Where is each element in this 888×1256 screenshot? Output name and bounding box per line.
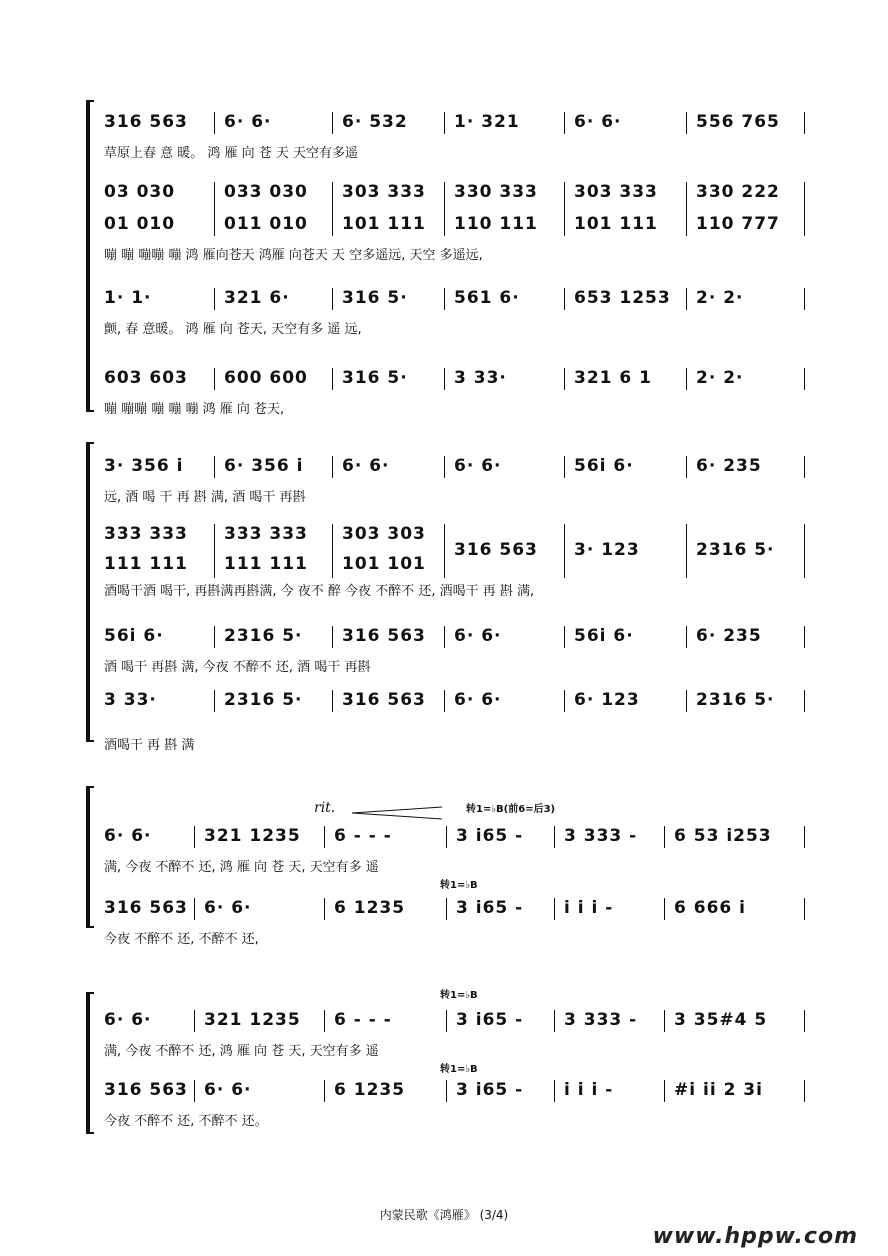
notes-line	[104, 690, 810, 712]
barline	[804, 182, 805, 236]
measure: 033 030	[224, 182, 308, 202]
measure: 6· 6·	[342, 456, 390, 476]
barline	[324, 898, 325, 920]
barline	[446, 898, 447, 920]
barline	[332, 690, 333, 712]
barline	[804, 826, 805, 848]
barline	[444, 112, 445, 134]
barline	[214, 288, 215, 310]
measure: 321 6 1	[574, 368, 652, 388]
barline	[664, 898, 665, 920]
lyric-line: 今夜 不醉不 还, 不醉不 还。	[104, 1114, 268, 1129]
barline	[564, 626, 565, 648]
barline	[444, 456, 445, 478]
measure: 6· 6·	[204, 898, 252, 918]
notes-line	[104, 182, 810, 204]
measure: 03 030	[104, 182, 176, 202]
barline	[446, 826, 447, 848]
measure: 6· 6·	[454, 626, 502, 646]
barline	[194, 1010, 195, 1032]
measure: 6· 6·	[204, 1080, 252, 1100]
measure: 3 333 -	[564, 1010, 638, 1030]
barline	[564, 288, 565, 310]
lyric-line: 今夜 不醉不 还, 不醉不 还,	[104, 932, 259, 947]
measure: 6· 235	[696, 626, 762, 646]
measure: 330 333	[454, 182, 538, 202]
measure: 603 603	[104, 368, 188, 388]
measure: 110 111	[454, 214, 538, 234]
lyric-line: 酒喝干 再 斟 满	[104, 738, 195, 753]
barline	[554, 826, 555, 848]
barline	[564, 368, 565, 390]
system-bracket	[86, 100, 94, 412]
measure: 6· 235	[696, 456, 762, 476]
measure: 3· 356 i	[104, 456, 184, 476]
notes-line	[104, 1010, 810, 1032]
measure: 330 222	[696, 182, 780, 202]
measure: 6· 6·	[224, 112, 272, 132]
notes-line	[104, 112, 810, 134]
lyric-line: 酒 喝干 再斟 满, 今夜 不醉不 还, 酒 喝干 再斟	[104, 660, 371, 675]
barline	[444, 288, 445, 310]
lyric-line: 远, 酒 喝 干 再 斟 满, 酒 喝干 再斟	[104, 490, 306, 505]
measure: 653 1253	[574, 288, 671, 308]
barline	[686, 112, 687, 134]
lyric-line: 草原上春 意 暖。 鸿 雁 向 苍 天 天空有多遥	[104, 146, 359, 161]
measure: 111 111	[224, 554, 308, 574]
lyric-line: 嘣 嘣嘣 嘣 嘣 嘣 鸿 雁 向 苍天,	[104, 402, 285, 417]
notes-line	[104, 288, 810, 310]
notes-line	[104, 826, 810, 848]
barline	[564, 112, 565, 134]
barline	[444, 368, 445, 390]
measure: 6 - - -	[334, 826, 392, 846]
measure: 561 6·	[454, 288, 520, 308]
measure: 01 010	[104, 214, 176, 234]
barline	[214, 112, 215, 134]
measure: 3 333 -	[564, 826, 638, 846]
barline	[804, 898, 805, 920]
measure: 321 1235	[204, 826, 301, 846]
measure: 2316 5·	[224, 626, 303, 646]
lyric-line: 满, 今夜 不醉不 还, 鸿 雁 向 苍 天, 天空有多 遥	[104, 860, 379, 875]
barline	[804, 1080, 805, 1102]
measure: 6 1235	[334, 1080, 406, 1100]
measure: 56i 6·	[104, 626, 164, 646]
barline	[686, 690, 687, 712]
barline	[804, 368, 805, 390]
barline	[194, 826, 195, 848]
measure: 6· 6·	[104, 1010, 152, 1030]
measure: 56i 6·	[574, 626, 634, 646]
measure: 303 333	[342, 182, 426, 202]
barline	[332, 524, 333, 578]
notes-line	[104, 1080, 810, 1102]
barline	[554, 1010, 555, 1032]
barline	[324, 1010, 325, 1032]
barline	[804, 288, 805, 310]
barline	[564, 182, 565, 236]
measure: 2· 2·	[696, 368, 744, 388]
key-change-label: 转1=♭B	[440, 880, 478, 891]
barline	[324, 1080, 325, 1102]
measure: 6· 6·	[454, 456, 502, 476]
barline	[564, 456, 565, 478]
barline	[332, 112, 333, 134]
barline	[686, 456, 687, 478]
lyric-line: 满, 今夜 不醉不 还, 鸿 雁 向 苍 天, 天空有多 遥	[104, 1044, 379, 1059]
measure: 333 333	[104, 524, 188, 544]
measure: 6· 6·	[574, 112, 622, 132]
measure: i i i -	[564, 898, 614, 918]
measure: 6· 356 i	[224, 456, 304, 476]
barline	[214, 690, 215, 712]
barline	[686, 288, 687, 310]
notes-line	[104, 626, 810, 648]
measure: 6 53 i253	[674, 826, 772, 846]
key-change-label: 转1=♭B	[440, 990, 478, 1001]
lyric-line: 酒喝干酒 喝干, 再斟满再斟满, 今 夜不 醉 今夜 不醉不 还, 酒喝干 再 斟 满,	[104, 584, 535, 599]
system-bracket	[86, 992, 94, 1134]
measure: 316 563	[104, 112, 188, 132]
measure: 303 303	[342, 524, 426, 544]
measure: 6· 6·	[104, 826, 152, 846]
measure: 316 563	[454, 540, 538, 560]
notes-line	[104, 898, 810, 920]
key-change-label: 转1=♭B(前6=后3)	[466, 804, 556, 815]
measure: 303 333	[574, 182, 658, 202]
measure: 3 i65 -	[456, 826, 524, 846]
measure: #i ii 2 3i	[674, 1080, 763, 1100]
system-bracket	[86, 442, 94, 742]
measure: 101 111	[574, 214, 658, 234]
barline	[444, 626, 445, 648]
barline	[444, 524, 445, 578]
measure: 316 563	[342, 690, 426, 710]
barline	[194, 1080, 195, 1102]
crescendo-hairpin	[352, 806, 444, 820]
barline	[324, 826, 325, 848]
measure: 316 563	[342, 626, 426, 646]
measure: 3· 123	[574, 540, 640, 560]
notes-line	[104, 554, 810, 576]
measure: 011 010	[224, 214, 308, 234]
measure: 321 1235	[204, 1010, 301, 1030]
rit-marking: rit.	[314, 800, 336, 816]
barline	[686, 368, 687, 390]
measure: 3 i65 -	[456, 1010, 524, 1030]
barline	[214, 182, 215, 236]
barline	[332, 288, 333, 310]
notes-line	[104, 456, 810, 478]
measure: 3 i65 -	[456, 1080, 524, 1100]
barline	[804, 112, 805, 134]
measure: 6 - - -	[334, 1010, 392, 1030]
lyric-line: 嘣 嘣 嘣嘣 嘣 鸿 雁向苍天 鸿雁 向苍天 天 空多遥远, 天空 多遥远,	[104, 248, 483, 263]
measure: 101 101	[342, 554, 426, 574]
measure: 2· 2·	[696, 288, 744, 308]
barline	[554, 898, 555, 920]
measure: 6 666 i	[674, 898, 746, 918]
barline	[664, 1010, 665, 1032]
measure: 1· 1·	[104, 288, 152, 308]
barline	[444, 182, 445, 236]
measure: 6 1235	[334, 898, 406, 918]
measure: 101 111	[342, 214, 426, 234]
key-change-label: 转1=♭B	[440, 1064, 478, 1075]
measure: 6· 6·	[454, 690, 502, 710]
barline	[804, 524, 805, 578]
measure: 3 35#4 5	[674, 1010, 768, 1030]
site-watermark: www.hppw.com	[652, 1224, 858, 1249]
measure: 316 563	[104, 1080, 188, 1100]
measure: 110 777	[696, 214, 780, 234]
measure: 56i 6·	[574, 456, 634, 476]
barline	[564, 690, 565, 712]
barline	[564, 524, 565, 578]
measure: 2316 5·	[224, 690, 303, 710]
notes-line	[104, 214, 810, 236]
barline	[214, 524, 215, 578]
barline	[214, 626, 215, 648]
measure: 556 765	[696, 112, 780, 132]
measure: 6· 123	[574, 690, 640, 710]
barline	[446, 1080, 447, 1102]
measure: 316 5·	[342, 368, 408, 388]
barline	[332, 182, 333, 236]
barline	[332, 456, 333, 478]
measure: 316 563	[104, 898, 188, 918]
barline	[554, 1080, 555, 1102]
barline	[664, 1080, 665, 1102]
measure: 2316 5·	[696, 540, 775, 560]
barline	[444, 690, 445, 712]
barline	[804, 626, 805, 648]
measure: 111 111	[104, 554, 188, 574]
measure: 3 33·	[104, 690, 157, 710]
barline	[804, 1010, 805, 1032]
barline	[686, 182, 687, 236]
measure: 321 6·	[224, 288, 290, 308]
barline	[804, 456, 805, 478]
page-caption: 内蒙民歌《鸿雁》 (3/4)	[379, 1208, 509, 1222]
barline	[664, 826, 665, 848]
barline	[686, 626, 687, 648]
measure: 2316 5·	[696, 690, 775, 710]
system-bracket	[86, 786, 94, 928]
barline	[194, 898, 195, 920]
measure: 1· 321	[454, 112, 520, 132]
measure: i i i -	[564, 1080, 614, 1100]
notes-line	[104, 524, 810, 560]
measure: 333 333	[224, 524, 308, 544]
measure: 6· 532	[342, 112, 408, 132]
barline	[332, 368, 333, 390]
barline	[446, 1010, 447, 1032]
barline	[332, 626, 333, 648]
barline	[686, 524, 687, 578]
measure: 316 5·	[342, 288, 408, 308]
measure: 600 600	[224, 368, 308, 388]
notes-line	[104, 368, 810, 390]
barline	[214, 368, 215, 390]
measure: 3 33·	[454, 368, 507, 388]
barline	[804, 690, 805, 712]
measure: 3 i65 -	[456, 898, 524, 918]
lyric-line: 颤, 春 意暖。 鸿 雁 向 苍天, 天空有多 遥 远,	[104, 322, 362, 337]
barline	[214, 456, 215, 478]
